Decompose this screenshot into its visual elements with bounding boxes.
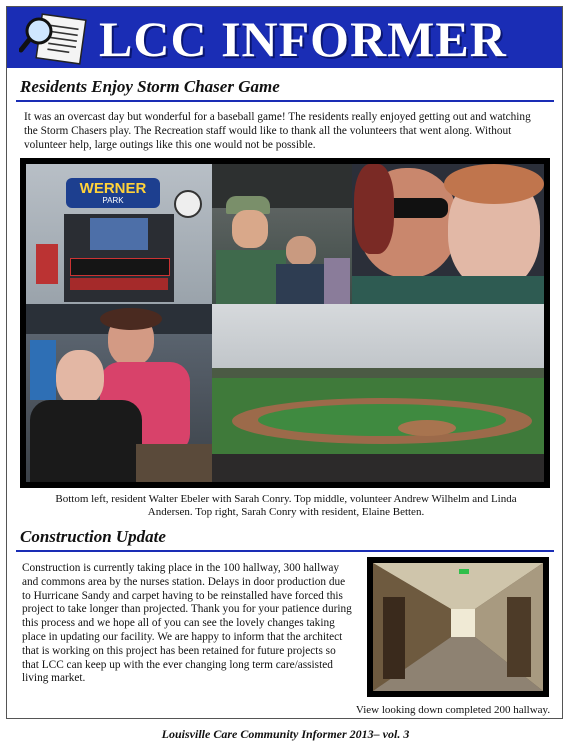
- volunteers-photo: [212, 164, 352, 304]
- scoreboard-sign: [66, 178, 160, 208]
- masthead: [7, 7, 562, 68]
- resident-photo: [26, 304, 212, 482]
- article2-body: Construction is currently taking place in the 100 hallway, 300 hallway and commons area by the nurses station. Delays in door production due to Hurricane Sandy and carpet having to be reinstalled have forced this project to take longer than projected. Thank you for your patience during this process and we hope all of you can see the lovely changes taking place in updating our facility. We are happy to inform that the architect that is working on this project has been retained for future projects so that LCC can keep up with the ever changing long term care/assisted living market.: [22, 562, 352, 685]
- hallway-illustration: [367, 557, 549, 697]
- baseball-field-photo: [212, 304, 544, 482]
- footer-text: Louisville Care Community Informer 2013– vol. 3: [161, 727, 410, 741]
- hallway-photo: [367, 557, 549, 697]
- scoreboard-photo: [26, 164, 212, 304]
- article1-body: It was an overcast day but wonderful for a baseball game! The residents really enjoyed getting out and watching the Storm Chasers play. The Recreation staff would like to thank all the volunteers that went along. Without volunteer help, large outings like this one would not be possible.: [24, 111, 531, 151]
- masthead-title: LCC INFORMER: [99, 11, 507, 67]
- scoreboard-sign-text: WERNER: [79, 180, 147, 197]
- scoreboard-screen: [64, 214, 174, 302]
- article2-heading: Construction Update: [20, 527, 166, 546]
- scoreboard-sign-sub: PARK: [102, 196, 124, 205]
- hallway-caption: View looking down completed 200 hallway.: [355, 704, 551, 716]
- scoreboard-clock: [174, 190, 202, 218]
- article2-rule: [16, 550, 554, 552]
- article1-rule: [16, 100, 554, 102]
- photo-collage-caption: Bottom left, resident Walter Ebeler with Sarah Conry. Top middle, volunteer Andrew Wilhelm and Linda Andersen. Top right, Sarah Conry with resident, Elaine Betten.: [55, 493, 517, 518]
- selfie-photo: [352, 164, 544, 304]
- article1-heading: Residents Enjoy Storm Chaser Game: [20, 77, 280, 96]
- magnifier-newspaper-icon: [19, 13, 91, 65]
- photo-collage: [20, 158, 550, 488]
